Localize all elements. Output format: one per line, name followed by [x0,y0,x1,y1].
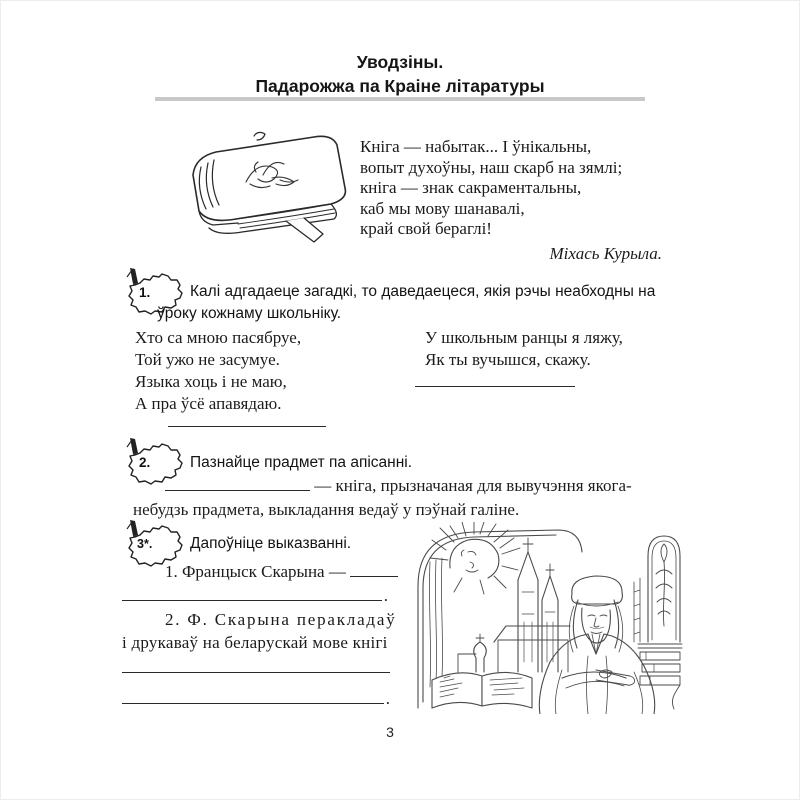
task3-answer-line2 [122,657,390,673]
fill-line [122,585,382,601]
definition-text: — кніга, прызначаная для вывучэння якога- [314,476,632,495]
riddle-line: Хто са мною пасябруе, [135,328,302,347]
task3-number: 3*. [137,537,153,551]
riddle-left-answer-line [168,411,326,427]
riddle-line: У школьным ранцы я ляжу, [425,328,623,347]
poem-line: кніга — знак сакраментальны, [360,178,582,197]
task3-answer-line3 [122,688,390,708]
task2-instruction: Пазнайце прадмет па апісанні. [190,454,413,471]
poem-line: каб мы мову шанавалі, [360,198,525,218]
task3-item1 [165,562,398,582]
poem-line: вопыт духоўны, наш скарб на зямлі; [360,157,623,177]
riddle-right-answer-line [415,371,575,387]
poem-author: Міхась Курыла. [549,243,662,263]
task1-instruction-line2: ўроку кожнаму школьніку. [157,305,342,322]
task2-definition-line2: небудзь прадмета, выкладання ведаў у пэўнай галіне. [133,500,520,519]
task3-item1-blank [350,562,398,577]
line-end-period: . [385,689,390,708]
task3-answer-line1 [122,585,388,605]
definition-answer-blank [165,476,310,491]
task2-definition-line1 [165,476,632,496]
riddle-line: Языка хоць і не маю, [135,372,287,391]
task3-instruction: Дапоўніце выказванні. [190,535,352,552]
task2-number: 2. [139,455,151,470]
riddle-line: Як ты вучышся, скажу. [425,350,591,369]
page-title-line2: Падарожжа па Краіне літаратуры [255,76,545,96]
page-title-line1: Уводзіны. [356,52,444,72]
task3-item2-line1: 2. Ф. Скарына перакладаў [165,610,397,629]
riddle-line: Той ужо не засумуе. [135,350,280,369]
riddle-line: А пра ўсё апавядаю. [135,394,282,413]
poem-line: край свой бераглі! [360,219,492,238]
skaryna-portrait-illustration [410,522,685,714]
task1-instruction-line1: Калі адгадаеце загадкі, то даведаецеся, якія рэчы неабходны на [190,283,656,300]
title-divider-rule [155,97,645,101]
task3-item2-line2: і друкаваў на беларускай мове кнігі [122,633,388,652]
fill-line [122,688,384,704]
book-illustration [168,120,350,250]
line-end-period: . [383,586,388,605]
page-number: 3 [386,724,394,740]
task1-number: 1. [139,285,151,300]
epigraph-poem [360,137,662,264]
page-title [0,50,800,98]
task3-item1-text: 1. Францыск Скарына — [165,562,346,581]
riddle-left [135,327,405,415]
poem-line: Кніга — набытак... І ўнікальны, [360,137,592,156]
riddle-right [425,327,675,371]
